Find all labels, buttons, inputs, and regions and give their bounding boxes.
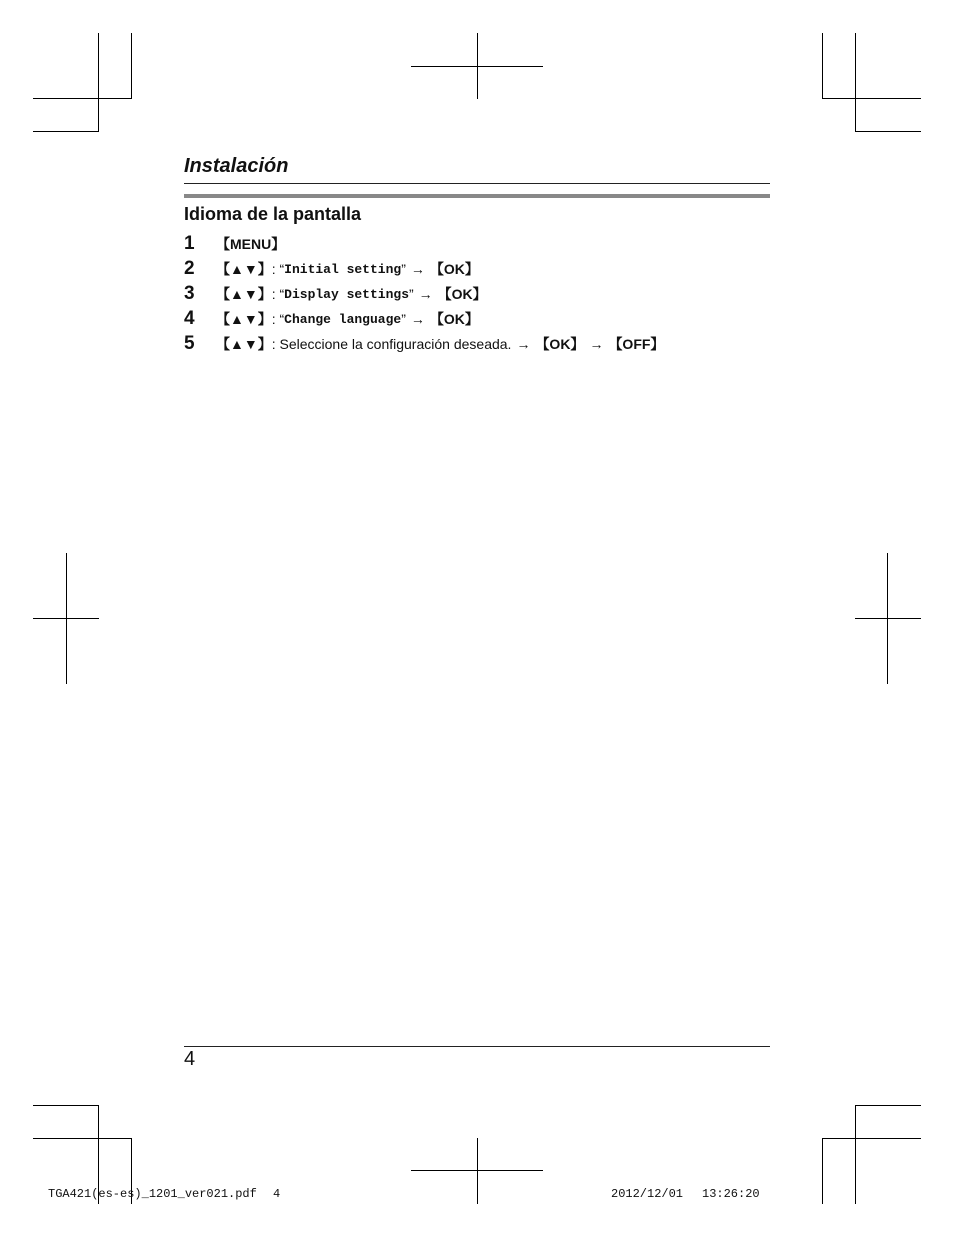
step-number: 1 <box>184 233 195 254</box>
footer-rule <box>184 1046 770 1047</box>
step-5: 5 【▲▼】 : Seleccione la configuración deseada. → 【OK】 → 【OFF】 <box>184 333 665 354</box>
arrow-right-icon: → <box>516 336 531 352</box>
page-number: 4 <box>184 1048 196 1070</box>
ok-key: 【OK】 <box>535 336 585 352</box>
arrow-right-icon: → <box>410 261 425 277</box>
menu-option: Display settings <box>284 286 409 302</box>
ok-key: 【OK】 <box>429 311 479 327</box>
ok-key: 【OK】 <box>437 286 487 302</box>
step-2: 2 【▲▼】 : “ Initial setting ” → 【OK】 <box>184 258 479 279</box>
nav-key-icon: 【▲▼】 <box>216 311 272 327</box>
header-rule <box>184 183 770 184</box>
nav-key-icon: 【▲▼】 <box>216 336 272 352</box>
step-4: 4 【▲▼】 : “ Change language ” → 【OK】 <box>184 308 479 329</box>
slug-date: 2012/12/01 <box>611 1187 684 1201</box>
step-number: 2 <box>184 258 195 279</box>
header-bar <box>184 194 770 198</box>
nav-key-icon: 【▲▼】 <box>216 261 272 277</box>
step-3: 3 【▲▼】 : “ Display settings ” → 【OK】 <box>184 283 487 304</box>
arrow-right-icon: → <box>589 336 604 352</box>
step-number: 4 <box>184 308 195 329</box>
step-number: 5 <box>184 333 195 354</box>
menu-option: Change language <box>284 311 402 327</box>
step-number: 3 <box>184 283 195 304</box>
arrow-right-icon: → <box>410 311 425 327</box>
ok-key: 【OK】 <box>429 261 479 277</box>
step-1 <box>184 233 285 255</box>
nav-key-icon: 【▲▼】 <box>216 286 272 302</box>
slug-page: 4 <box>273 1187 281 1201</box>
menu-key: 【MENU】 <box>216 236 286 252</box>
menu-option: Initial setting <box>284 261 402 277</box>
page-heading: Idioma de la pantalla <box>184 204 362 224</box>
off-key: 【OFF】 <box>608 336 665 352</box>
step-instruction: Seleccione la configuración deseada. <box>279 336 512 352</box>
arrow-right-icon: → <box>418 286 433 302</box>
section-title: Instalación <box>184 155 289 177</box>
slug-time: 13:26:20 <box>702 1187 760 1201</box>
slug-filename: TGA421(es-es)_1201_ver021.pdf <box>48 1187 257 1201</box>
